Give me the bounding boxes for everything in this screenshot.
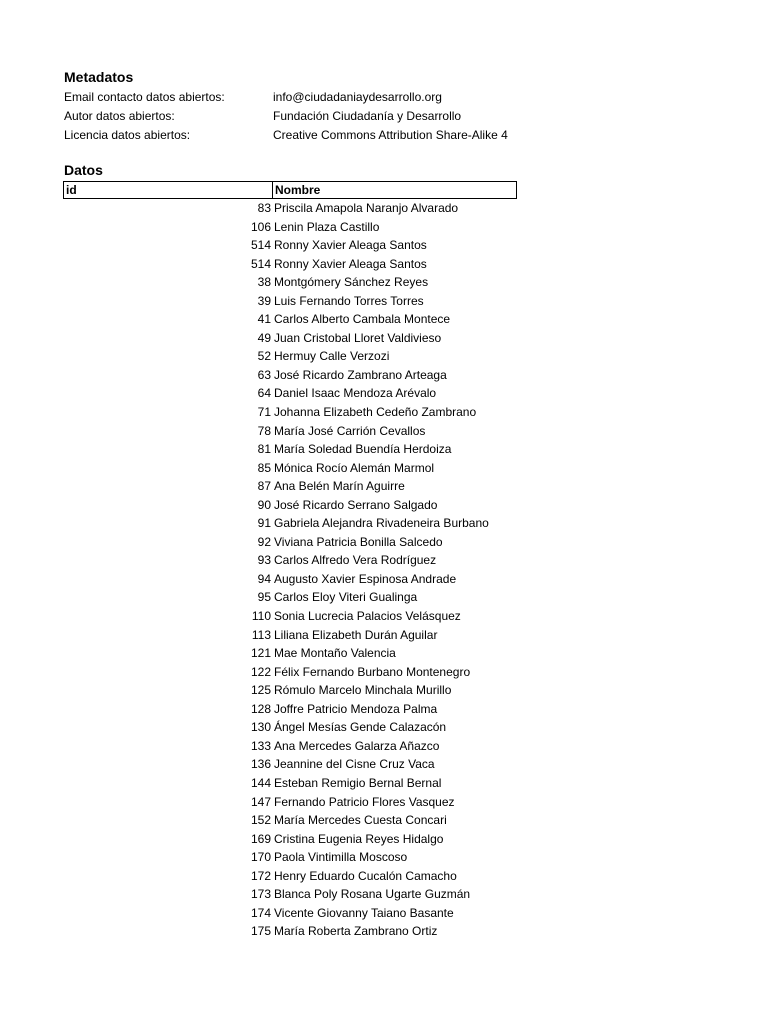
cell-id: 71 — [257, 405, 271, 420]
table-row — [63, 551, 517, 570]
cell-id: 121 — [250, 646, 271, 661]
cell-id: 94 — [257, 571, 271, 586]
table-row — [63, 607, 517, 626]
table-row — [63, 199, 517, 218]
cell-nombre: Ángel Mesías Gende Calazacón — [274, 720, 447, 735]
table-row — [63, 811, 517, 830]
cell-nombre: Blanca Poly Rosana Ugarte Guzmán — [274, 887, 471, 902]
cell-nombre: Daniel Isaac Mendoza Arévalo — [274, 386, 437, 401]
table-row — [63, 570, 517, 589]
table-row — [63, 681, 517, 700]
cell-nombre: Carlos Eloy Viteri Gualinga — [274, 590, 418, 605]
table-row — [63, 477, 517, 496]
table-row — [63, 255, 517, 274]
table-row — [63, 922, 517, 941]
table-row — [63, 440, 517, 459]
table-row — [63, 329, 517, 348]
cell-id: 81 — [257, 442, 271, 457]
table-row — [63, 737, 517, 756]
cell-nombre: Ronny Xavier Aleaga Santos — [274, 256, 427, 271]
cell-nombre: Gabriela Alejandra Rivadeneira Burbano — [274, 516, 489, 531]
metadata-heading: Metadatos — [64, 69, 134, 85]
table-row — [63, 718, 517, 737]
cell-nombre: Mae Montaño Valencia — [274, 646, 396, 661]
table-row — [63, 496, 517, 515]
table-row — [63, 459, 517, 478]
cell-nombre: María José Carrión Cevallos — [274, 423, 426, 438]
table-row — [63, 310, 517, 329]
cell-nombre: Ana Belén Marín Aguirre — [274, 479, 405, 494]
table-row — [63, 663, 517, 682]
cell-id: 172 — [250, 868, 271, 883]
table-row — [63, 218, 517, 237]
table-row — [63, 292, 517, 311]
table-row — [63, 700, 517, 719]
cell-nombre: Félix Fernando Burbano Montenegro — [274, 664, 471, 679]
table-row — [63, 626, 517, 645]
table-row — [63, 793, 517, 812]
metadata-row-email — [64, 88, 524, 106]
cell-id: 514 — [250, 238, 271, 253]
cell-id: 41 — [257, 312, 271, 327]
cell-id: 110 — [251, 609, 271, 624]
table-row — [63, 904, 517, 923]
table-row — [63, 273, 517, 292]
cell-nombre: Paola Vintimilla Moscoso — [274, 850, 408, 865]
cell-nombre: Vicente Giovanny Taiano Basante — [274, 905, 454, 920]
cell-nombre: Liliana Elizabeth Durán Aguilar — [274, 627, 438, 642]
table-row — [63, 422, 517, 441]
cell-nombre: Cristina Eugenia Reyes Hidalgo — [274, 831, 444, 846]
cell-nombre: Hermuy Calle Verzozi — [274, 349, 390, 364]
cell-id: 93 — [257, 553, 271, 568]
cell-id: 152 — [250, 813, 271, 828]
cell-nombre: Joffre Patricio Mendoza Palma — [274, 701, 438, 716]
table-row — [63, 830, 517, 849]
cell-nombre: José Ricardo Serrano Salgado — [274, 497, 438, 512]
cell-nombre: Jeannine del Cisne Cruz Vaca — [274, 757, 435, 772]
table-row — [63, 755, 517, 774]
metadata-row-license — [64, 126, 524, 144]
cell-nombre: Lenin Plaza Castillo — [274, 219, 380, 234]
cell-id: 147 — [250, 794, 271, 809]
table-row — [63, 403, 517, 422]
cell-id: 64 — [257, 386, 271, 401]
cell-id: 92 — [257, 534, 271, 549]
table-row — [63, 774, 517, 793]
cell-id: 133 — [250, 738, 271, 753]
table-row — [63, 867, 517, 886]
table-row — [63, 533, 517, 552]
cell-nombre: Carlos Alfredo Vera Rodríguez — [274, 553, 437, 568]
cell-id: 175 — [250, 924, 271, 939]
cell-nombre: Montgómery Sánchez Reyes — [274, 275, 429, 290]
metadata-value: Creative Commons Attribution Share-Alike 4 — [273, 128, 508, 142]
cell-id: 87 — [257, 479, 271, 494]
metadata-label: Email contacto datos abiertos: — [64, 90, 225, 104]
cell-nombre: Sonia Lucrecia Palacios Velásquez — [274, 609, 461, 624]
cell-nombre: Ana Mercedes Galarza Añazco — [274, 738, 440, 753]
cell-nombre: María Mercedes Cuesta Concari — [274, 813, 447, 828]
cell-nombre: Johanna Elizabeth Cedeño Zambrano — [274, 405, 477, 420]
cell-nombre: Augusto Xavier Espinosa Andrade — [274, 571, 457, 586]
cell-nombre: Juan Cristobal Lloret Valdivieso — [274, 330, 442, 345]
cell-id: 514 — [250, 256, 271, 271]
metadata-label: Licencia datos abiertos: — [64, 128, 191, 142]
table-body — [63, 199, 517, 941]
cell-nombre: Ronny Xavier Aleaga Santos — [274, 238, 427, 253]
cell-id: 173 — [250, 887, 271, 902]
table-row — [63, 644, 517, 663]
cell-id: 125 — [250, 683, 271, 698]
table-row — [63, 384, 517, 403]
metadata-row-author — [64, 107, 524, 125]
column-header-id: id — [66, 183, 77, 197]
cell-id: 39 — [257, 293, 271, 308]
cell-id: 52 — [257, 349, 271, 364]
cell-id: 144 — [250, 775, 271, 790]
table-row — [63, 848, 517, 867]
cell-nombre: Luis Fernando Torres Torres — [274, 293, 424, 308]
cell-nombre: Priscila Amapola Naranjo Alvarado — [274, 201, 459, 215]
metadata-value: info@ciudadaniaydesarrollo.org — [273, 90, 442, 104]
cell-id: 170 — [250, 850, 271, 865]
cell-nombre: María Soledad Buendía Herdoiza — [274, 442, 452, 457]
cell-id: 169 — [250, 831, 271, 846]
column-divider — [272, 182, 273, 198]
cell-id: 78 — [257, 423, 271, 438]
cell-id: 130 — [250, 720, 271, 735]
cell-id: 49 — [257, 330, 271, 345]
cell-id: 122 — [250, 664, 271, 679]
table-row — [63, 236, 517, 255]
table-row — [63, 347, 517, 366]
cell-id: 136 — [250, 757, 271, 772]
cell-nombre: Rómulo Marcelo Minchala Murillo — [274, 683, 452, 698]
metadata-value: Fundación Ciudadanía y Desarrollo — [273, 109, 462, 123]
cell-id: 95 — [257, 590, 271, 605]
cell-id: 174 — [250, 905, 271, 920]
data-heading: Datos — [64, 162, 103, 178]
cell-id: 85 — [257, 460, 271, 475]
table-row — [63, 588, 517, 607]
cell-nombre: Esteban Remigio Bernal Bernal — [274, 775, 442, 790]
cell-id: 38 — [257, 275, 271, 290]
cell-id: 128 — [250, 701, 271, 716]
cell-id: 63 — [257, 367, 271, 382]
table-row — [63, 366, 517, 385]
cell-id: 91 — [257, 516, 271, 531]
table-row — [63, 514, 517, 533]
cell-nombre: Henry Eduardo Cucalón Camacho — [274, 868, 457, 883]
cell-nombre: Viviana Patricia Bonilla Salcedo — [274, 534, 443, 549]
cell-id: 83 — [257, 201, 271, 215]
metadata-label: Autor datos abiertos: — [64, 109, 175, 123]
cell-nombre: Mónica Rocío Alemán Marmol — [274, 460, 435, 475]
cell-nombre: María Roberta Zambrano Ortiz — [274, 924, 438, 939]
cell-nombre: Fernando Patricio Flores Vasquez — [274, 794, 455, 809]
column-header-nombre: Nombre — [275, 183, 321, 197]
cell-nombre: José Ricardo Zambrano Arteaga — [274, 367, 447, 382]
table-row — [63, 885, 517, 904]
cell-id: 90 — [257, 497, 271, 512]
cell-nombre: Carlos Alberto Cambala Montece — [274, 312, 451, 327]
data-table — [63, 181, 517, 941]
cell-id: 106 — [250, 219, 271, 234]
cell-id: 113 — [251, 627, 271, 642]
table-header — [63, 181, 517, 199]
